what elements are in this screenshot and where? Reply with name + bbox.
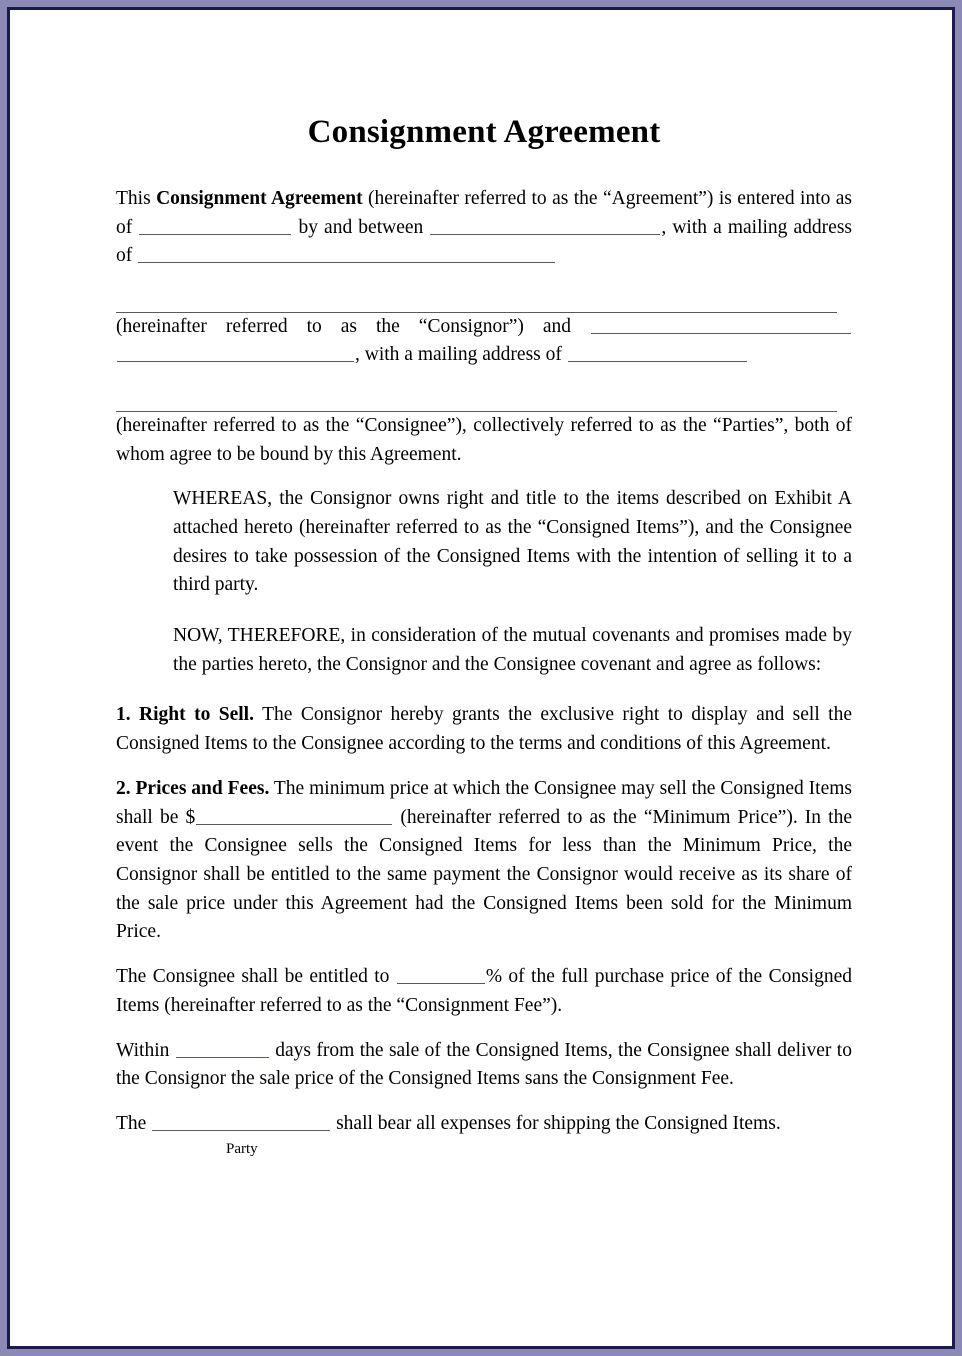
delivery-text-after-blank: days from the sale of the Consigned Items, the Consignee shall deliver to the Consignor the sale price of the Consigned Items sans the Consignment Fee. (116, 1039, 852, 1090)
consignor-address-blank-line1[interactable] (138, 245, 555, 263)
page-inner-frame (7, 7, 955, 1349)
shipping-expenses-paragraph (116, 1110, 852, 1139)
consignment-fee-percent-blank[interactable] (397, 966, 485, 984)
fee-text-after-blank: % of the full purchase price of the Consigned Items (hereinafter referred to as the “Consignment Fee”). (116, 966, 852, 1016)
shipping-party-blank[interactable] (152, 1113, 330, 1131)
intro-text-lead: This (116, 187, 157, 209)
consignor-consignee-paragraph (116, 313, 852, 370)
minimum-price-blank[interactable] (196, 807, 392, 825)
effective-date-blank[interactable] (139, 217, 291, 235)
consignee-address-blank-line1[interactable] (568, 344, 747, 362)
consignee-mailing-address-text: , with a mailing address of (355, 344, 567, 366)
intro-text-by-and-between: by and between (292, 216, 430, 238)
fee-text-before-blank: The Consignee shall be entitled to (116, 966, 396, 988)
section-right-to-sell (116, 701, 852, 758)
intro-paragraph-parties (116, 185, 852, 271)
section-2-body-after-blank: (hereinafter referred to as the “Minimum Price”). In the event the Consignee sells the Consigned Items for less than the Minimum Price, the Consignor shall be entitled to the same payment the Consignor would receive as its share of the sale price under this Agreement had the Consigned Items been sold for the Minimum Price. (116, 806, 852, 943)
consignor-label-text: (hereinafter referred to as the “Consignor”) and (116, 315, 590, 337)
shipping-party-caption: Party (226, 1140, 258, 1157)
section-1-body: The Consignor hereby grants the exclusive right to display and sell the Consigned Items to the Consignee according to the terms and conditions of this Agreement. (116, 704, 852, 755)
parties-definition-paragraph: (hereinafter referred to as the “Consignee”), collectively referred to as the “Parties”, both of whom agree to be bound by this Agreement. (116, 414, 852, 465)
document-body (10, 10, 952, 1158)
recital-now-therefore: NOW, THEREFORE, in consideration of the mutual covenants and promises made by the parties hereto, the Consignor and the Consignee covenant and agree as follows: (173, 625, 852, 675)
consignor-name-blank[interactable] (430, 217, 660, 235)
recital-whereas: WHEREAS, the Consignor owns right and title to the items described on Exhibit A attached hereto (hereinafter referred to as the “Consigned Items”), and the Consignee desires to take possession of the Consigned Items with the intention of selling it to a third party. (173, 488, 852, 596)
agreement-name-bold: Consignment Agreement (156, 187, 363, 209)
section-2-heading: 2. Prices and Fees. (116, 777, 270, 799)
consignor-address-blank-line2-row (116, 284, 852, 313)
intro-text-after-name: (hereinafter referred to as the “Agreement”) is entered into as of (116, 187, 853, 238)
section-2-body-before-blank: The minimum price at which the Consignee may sell the Consigned Items shall be $ (116, 777, 852, 828)
consignment-fee-paragraph (116, 963, 852, 1020)
consignee-address-blank-line2-row (116, 383, 852, 412)
page-title: Consignment Agreement (307, 114, 661, 150)
shipping-text-after-blank: shall bear all expenses for shipping the Consigned Items. (331, 1112, 781, 1134)
intro-text-mailing-address: , with a mailing address of (116, 216, 852, 267)
section-1-heading: 1. Right to Sell. (116, 704, 254, 726)
delivery-text-before-blank: Within (116, 1039, 175, 1061)
consignee-name-blank-line2[interactable] (117, 344, 354, 362)
section-prices-and-fees (116, 775, 852, 947)
shipping-text-before-blank: The (116, 1112, 152, 1134)
consignee-name-blank-line1[interactable] (591, 316, 851, 334)
delivery-window-paragraph (116, 1037, 852, 1094)
delivery-days-blank[interactable] (176, 1040, 269, 1058)
